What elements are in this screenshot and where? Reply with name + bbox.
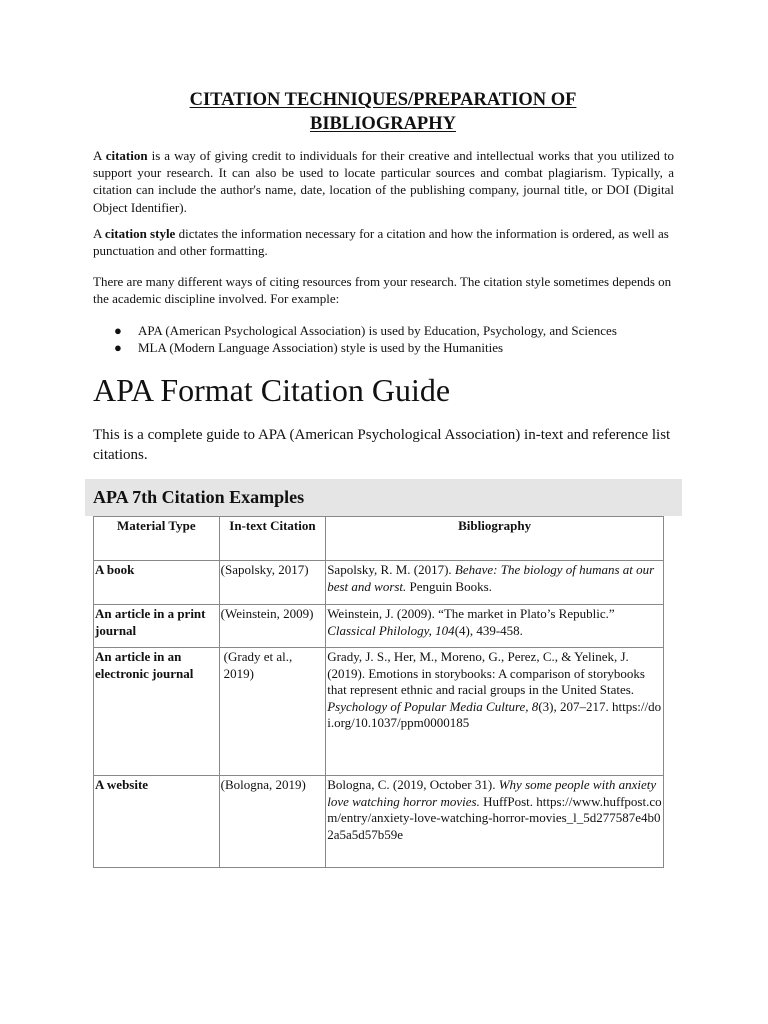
para1-bold-term: citation: [105, 148, 148, 163]
intext-cell: (Sapolsky, 2017): [219, 561, 326, 605]
bib-text: Sapolsky, R. M. (2017).: [327, 562, 455, 577]
list-item-text: APA (American Psychological Association) is used by Education, Psychology, and Sciences: [138, 323, 617, 338]
intext-cell: (Grady et al., 2019): [219, 648, 326, 776]
title-line-2: BIBLIOGRAPHY: [310, 114, 456, 134]
bibliography-cell: [326, 776, 664, 868]
bib-text-end: (3), 207–217. https://doi.org/10.1037/ppm0000185: [327, 698, 662, 730]
bib-italic: Behave: The biology of humans at our best and worst.: [327, 562, 655, 594]
bib-text: Grady, J. S., Her, M., Moreno, G., Perez, C., & Yelinek, J. (2019). Emotions in storybooks: A comparison of storybooks that represent ethnic and racial groups in the United States.: [327, 649, 645, 697]
bibliography-cell: [326, 648, 664, 776]
table-row: [94, 648, 664, 776]
citation-definition-paragraph: [93, 147, 674, 216]
table-row: [94, 605, 664, 648]
material-cell: A book: [94, 561, 220, 605]
section-heading: APA 7th Citation Examples: [93, 487, 305, 507]
page-title: [93, 88, 673, 136]
material-cell: An article in a print journal: [94, 605, 220, 648]
list-item: [93, 322, 674, 339]
material-cell: An article in an electronic journal: [94, 648, 220, 776]
bib-italic: Classical Philology, 104: [327, 622, 455, 638]
bib-text-end: Penguin Books.: [406, 578, 492, 594]
bib-text: Weinstein, J. (2009). “The market in Plato’s Republic.”: [327, 606, 615, 621]
title-line-1: CITATION TECHNIQUES/PREPARATION OF: [189, 90, 577, 110]
table-row: [94, 561, 664, 605]
column-header-material: Material Type: [94, 517, 220, 561]
bib-italic: Why some people with anxiety love watching horror movies.: [327, 777, 657, 809]
guide-intro: This is a complete guide to APA (American Psychological Association) in-text and reference list citations.: [93, 427, 671, 463]
bullet-icon: ●: [114, 340, 122, 356]
bib-text-end: (4), 439-458.: [454, 622, 523, 638]
citing-resources-paragraph: There are many different ways of citing resources from your research. The citation style sometimes depends on the academic discipline involved. For example:: [93, 274, 672, 307]
intext-cell: (Weinstein, 2009): [219, 605, 326, 648]
bib-text: Bologna, C. (2019, October 31).: [327, 777, 499, 792]
material-cell: A website: [94, 776, 220, 868]
table-row: [94, 776, 664, 868]
citation-style-list: [93, 322, 674, 356]
bibliography-cell: [326, 561, 664, 605]
list-item: [93, 339, 674, 356]
bib-text-end: HuffPost. https://www.huffpost.com/entry/anxiety-love-watching-horror-movies_l_5d277587e4b02a5a5d57b59e: [327, 793, 662, 842]
para1-text: is a way of giving credit to individuals for their creative and intellectual works that you utilized to support your research. It can also be used to locate particular sources and combat plagiarism. Typically, a citation can include the author's name, date, location of the publishing company, journal title, or DOI (Digital Object Identifier).: [93, 148, 674, 215]
citation-examples-table: [93, 516, 664, 868]
main-heading: APA Format Citation Guide: [93, 372, 451, 408]
para2-text: dictates the information necessary for a citation and how the information is ordered, as well as punctuation and other formatting.: [93, 226, 669, 259]
column-header-bibliography: Bibliography: [326, 517, 664, 561]
table-header-row: [94, 517, 664, 561]
bibliography-cell: [326, 605, 664, 648]
list-item-text: MLA (Modern Language Association) style is used by the Humanities: [138, 340, 504, 356]
column-header-intext: In-text Citation: [219, 517, 326, 561]
bullet-icon: ●: [114, 323, 122, 338]
para2-prefix: A: [93, 226, 105, 241]
para2-bold-term: citation style: [104, 226, 176, 241]
bib-italic: Psychology of Popular Media Culture, 8: [327, 698, 539, 714]
para1-prefix: A: [93, 148, 106, 163]
intext-cell: (Bologna, 2019): [219, 776, 326, 868]
citation-style-paragraph: [93, 225, 674, 259]
